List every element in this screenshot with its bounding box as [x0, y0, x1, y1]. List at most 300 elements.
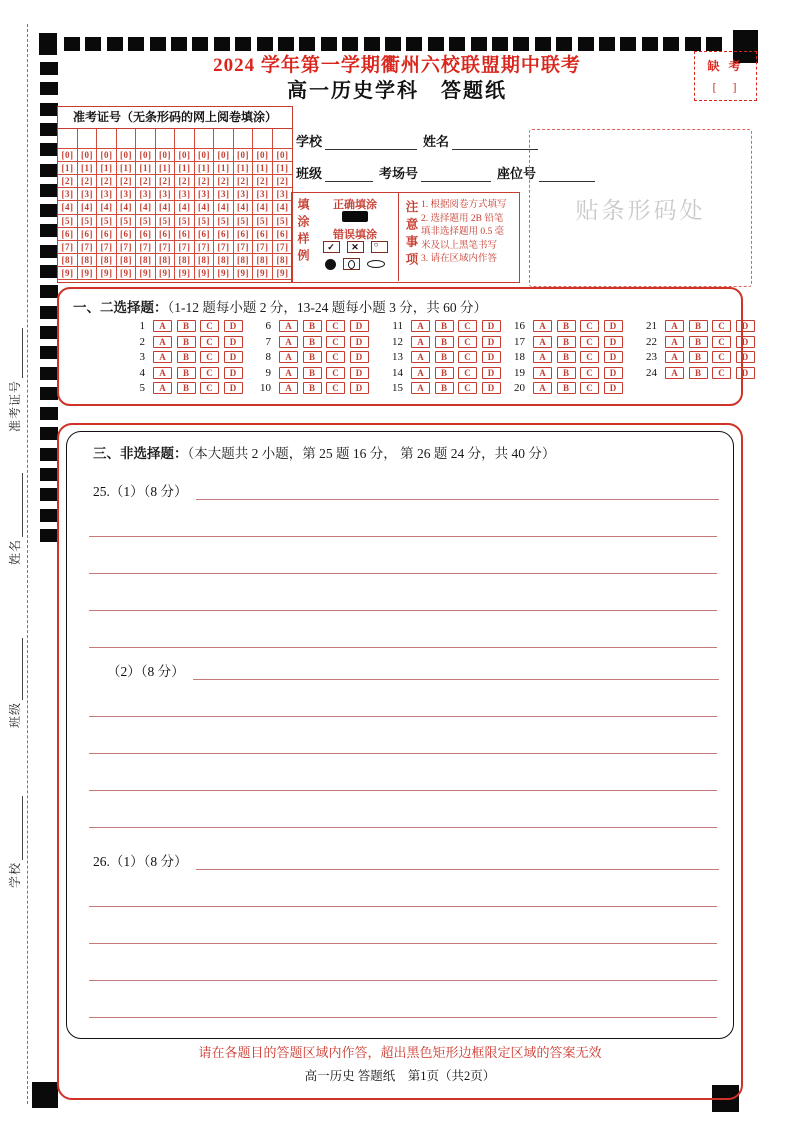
- timing-mark: [40, 123, 58, 136]
- essay-section-subtitle: （本大题共 2 小题，第 25 题 16 分， 第 26 题 24 分，共 40 分）: [187, 446, 556, 461]
- ticket-digit-bubble[interactable]: [ 4 ]: [156, 201, 176, 214]
- ticket-digit-bubble[interactable]: [ 2 ]: [195, 175, 215, 188]
- answer-write-line[interactable]: [89, 1017, 717, 1018]
- answer-write-line[interactable]: [89, 536, 717, 537]
- ticket-digit-bubble[interactable]: [ 3 ]: [253, 188, 273, 201]
- answer-bubble-a[interactable]: A: [153, 367, 172, 379]
- answer-bubble-d[interactable]: D: [350, 320, 369, 332]
- answer-bubble-c[interactable]: C: [712, 367, 731, 379]
- answer-bubble-c[interactable]: C: [326, 351, 345, 363]
- answer-bubble-d[interactable]: D: [224, 320, 243, 332]
- ticket-digit-bubble[interactable]: [ 9 ]: [97, 267, 117, 280]
- timing-mark: [599, 37, 615, 51]
- notice-line: 3. 请在区域内作答: [421, 254, 498, 264]
- ticket-digit-bubble[interactable]: [ 2 ]: [273, 175, 293, 188]
- ticket-digit-bubble[interactable]: [ 6 ]: [234, 228, 254, 241]
- answer-bubble-b[interactable]: B: [303, 367, 322, 379]
- barcode-paste-area[interactable]: [529, 129, 752, 287]
- answer-bubble-d[interactable]: D: [224, 336, 243, 348]
- answer-bubble-c[interactable]: C: [200, 320, 219, 332]
- answer-bubble-a[interactable]: A: [153, 320, 172, 332]
- student-info-write-line[interactable]: [325, 136, 417, 150]
- answer-bubble-b[interactable]: B: [557, 336, 576, 348]
- ticket-digit-bubble[interactable]: [ 9 ]: [234, 267, 254, 280]
- ticket-digit-bubble[interactable]: [ 5 ]: [58, 215, 78, 228]
- ticket-digit-bubble[interactable]: [ 0 ]: [214, 149, 234, 162]
- essay-question-label: 26.（1）（8 分）: [93, 854, 188, 869]
- ticket-digit-bubble[interactable]: [ 2 ]: [58, 175, 78, 188]
- timing-mark: [40, 224, 58, 237]
- answer-bubble-d[interactable]: D: [482, 351, 501, 363]
- ticket-digit-bubble[interactable]: [ 3 ]: [273, 188, 293, 201]
- timing-mark: [40, 285, 58, 298]
- ticket-digit-bubble[interactable]: [ 6 ]: [97, 228, 117, 241]
- choice-question-row: [503, 336, 627, 348]
- ticket-digit-bubble[interactable]: [ 6 ]: [273, 228, 293, 241]
- answer-bubble-c[interactable]: C: [200, 336, 219, 348]
- ticket-digit-bubble[interactable]: [ 9 ]: [175, 267, 195, 280]
- ticket-digit-bubble[interactable]: [ 9 ]: [253, 267, 273, 280]
- answer-bubble-d[interactable]: D: [224, 351, 243, 363]
- ticket-digit-bubble[interactable]: [ 8 ]: [78, 254, 98, 267]
- ticket-digit-bubble[interactable]: [ 7 ]: [78, 241, 98, 254]
- ticket-digit-bubble[interactable]: [ 9 ]: [195, 267, 215, 280]
- answer-bubble-b[interactable]: B: [303, 382, 322, 394]
- timing-mark: [40, 367, 58, 380]
- absent-mark-bracket[interactable]: [ ]: [712, 80, 739, 94]
- ticket-digit-bubble[interactable]: [ 5 ]: [195, 215, 215, 228]
- timing-mark: [192, 37, 208, 51]
- answer-bubble-b[interactable]: B: [177, 336, 196, 348]
- ticket-digit-bubble[interactable]: [ 5 ]: [273, 215, 293, 228]
- ticket-digit-bubble[interactable]: [ 5 ]: [156, 215, 176, 228]
- answer-bubble-b[interactable]: B: [557, 382, 576, 394]
- answer-bubble-a[interactable]: A: [533, 320, 552, 332]
- ticket-digit-bubble[interactable]: [ 4 ]: [78, 201, 98, 214]
- answer-bubble-d[interactable]: D: [350, 351, 369, 363]
- answer-bubble-d[interactable]: D: [736, 367, 755, 379]
- answer-bubble-d[interactable]: D: [224, 382, 243, 394]
- ticket-digit-bubble[interactable]: [ 7 ]: [234, 241, 254, 254]
- ticket-digit-write-cell[interactable]: [58, 129, 78, 149]
- answer-bubble-b[interactable]: B: [177, 351, 196, 363]
- ticket-digit-bubble[interactable]: [ 3 ]: [156, 188, 176, 201]
- ticket-digit-write-cell[interactable]: [97, 129, 117, 149]
- answer-bubble-a[interactable]: A: [279, 382, 298, 394]
- ticket-digit-bubble[interactable]: [ 2 ]: [214, 175, 234, 188]
- answer-bubble-a[interactable]: A: [533, 336, 552, 348]
- answer-bubble-d[interactable]: D: [604, 336, 623, 348]
- ticket-digit-bubble[interactable]: [ 4 ]: [58, 201, 78, 214]
- ticket-digit-bubble[interactable]: [ 0 ]: [195, 149, 215, 162]
- ticket-digit-bubble[interactable]: [ 8 ]: [97, 254, 117, 267]
- ticket-digit-bubble[interactable]: [ 1 ]: [136, 162, 156, 175]
- ticket-digit-bubble[interactable]: [ 1 ]: [156, 162, 176, 175]
- choice-question-row: [249, 336, 373, 348]
- timing-mark: [150, 37, 166, 51]
- answer-bubble-b[interactable]: B: [689, 320, 708, 332]
- choice-column-1: [123, 320, 247, 398]
- answer-bubble-b[interactable]: B: [435, 336, 454, 348]
- ticket-digit-bubble[interactable]: [ 7 ]: [58, 241, 78, 254]
- ticket-digit-bubble[interactable]: [ 6 ]: [175, 228, 195, 241]
- answer-bubble-a[interactable]: A: [533, 367, 552, 379]
- ticket-digit-bubble[interactable]: [ 5 ]: [234, 215, 254, 228]
- ticket-digit-bubble[interactable]: [ 7 ]: [253, 241, 273, 254]
- ticket-digit-bubble[interactable]: [ 3 ]: [195, 188, 215, 201]
- ticket-digit-bubble[interactable]: [ 8 ]: [58, 254, 78, 267]
- answer-bubble-c[interactable]: C: [458, 351, 477, 363]
- ticket-digit-write-cell[interactable]: [253, 129, 273, 149]
- question-number: 11: [392, 320, 403, 332]
- ticket-digit-bubble[interactable]: [ 0 ]: [78, 149, 98, 162]
- ticket-digit-bubble[interactable]: [ 1 ]: [78, 162, 98, 175]
- ticket-digit-bubble[interactable]: [ 6 ]: [156, 228, 176, 241]
- answer-write-line[interactable]: [89, 790, 717, 791]
- ticket-digit-bubble[interactable]: [ 0 ]: [58, 149, 78, 162]
- ticket-digit-bubble[interactable]: [ 0 ]: [273, 149, 293, 162]
- ticket-digit-bubble[interactable]: [ 4 ]: [195, 201, 215, 214]
- answer-write-line[interactable]: [193, 664, 719, 680]
- ticket-digit-bubble[interactable]: [ 7 ]: [175, 241, 195, 254]
- answer-bubble-c[interactable]: C: [580, 320, 599, 332]
- answer-bubble-a[interactable]: A: [411, 336, 430, 348]
- student-info-write-line[interactable]: [325, 168, 373, 182]
- ticket-digit-bubble[interactable]: [ 4 ]: [175, 201, 195, 214]
- choice-column-3: [381, 320, 505, 398]
- answer-bubble-d[interactable]: D: [482, 367, 501, 379]
- ticket-digit-bubble[interactable]: [ 6 ]: [253, 228, 273, 241]
- answer-write-line[interactable]: [89, 980, 717, 981]
- ticket-digit-bubble[interactable]: [ 5 ]: [175, 215, 195, 228]
- answer-bubble-c[interactable]: C: [458, 320, 477, 332]
- timing-mark: [364, 37, 380, 51]
- answer-bubble-c[interactable]: C: [712, 351, 731, 363]
- ticket-digit-bubble[interactable]: [ 4 ]: [253, 201, 273, 214]
- answer-bubble-d[interactable]: D: [482, 320, 501, 332]
- ticket-digit-bubble[interactable]: [ 8 ]: [214, 254, 234, 267]
- answer-bubble-b[interactable]: B: [303, 351, 322, 363]
- ticket-digit-bubble[interactable]: [ 2 ]: [234, 175, 254, 188]
- answer-bubble-a[interactable]: A: [153, 382, 172, 394]
- ticket-digit-bubble[interactable]: [ 9 ]: [214, 267, 234, 280]
- timing-mark: [40, 184, 58, 197]
- answer-bubble-a[interactable]: A: [533, 382, 552, 394]
- answer-bubble-c[interactable]: C: [200, 382, 219, 394]
- timing-mark: [40, 326, 58, 339]
- ticket-digit-bubble[interactable]: [ 0 ]: [136, 149, 156, 162]
- ticket-digit-bubble[interactable]: [ 8 ]: [117, 254, 137, 267]
- answer-bubble-b[interactable]: B: [689, 336, 708, 348]
- student-info-write-line[interactable]: [452, 136, 538, 150]
- side-label-text: 学校: [8, 861, 22, 888]
- answer-bubble-d[interactable]: D: [604, 351, 623, 363]
- ticket-digit-bubble[interactable]: [ 3 ]: [78, 188, 98, 201]
- ticket-digit-bubble[interactable]: [ 6 ]: [78, 228, 98, 241]
- ticket-digit-bubble[interactable]: [ 0 ]: [175, 149, 195, 162]
- answer-write-line[interactable]: [89, 906, 717, 907]
- answer-bubble-b[interactable]: B: [177, 382, 196, 394]
- ticket-digit-bubble[interactable]: [ 3 ]: [97, 188, 117, 201]
- ticket-digit-write-cell[interactable]: [78, 129, 98, 149]
- timing-mark: [471, 37, 487, 51]
- choice-question-row: [503, 351, 627, 363]
- ticket-digit-bubble[interactable]: [ 6 ]: [136, 228, 156, 241]
- answer-bubble-a[interactable]: A: [665, 320, 684, 332]
- answer-bubble-d[interactable]: D: [482, 336, 501, 348]
- choice-section-title: 一、二选择题：: [73, 300, 168, 315]
- ticket-digit-bubble[interactable]: [ 0 ]: [253, 149, 273, 162]
- wrong-fill-symbol-cross: [347, 241, 364, 253]
- answer-bubble-b[interactable]: B: [303, 336, 322, 348]
- answer-bubble-a[interactable]: A: [665, 351, 684, 363]
- ticket-digit-bubble[interactable]: [ 9 ]: [156, 267, 176, 280]
- answer-bubble-d[interactable]: D: [350, 336, 369, 348]
- ticket-digit-bubble[interactable]: [ 3 ]: [117, 188, 137, 201]
- ticket-digit-bubble[interactable]: [ 7 ]: [214, 241, 234, 254]
- ticket-digit-bubble[interactable]: [ 4 ]: [136, 201, 156, 214]
- ticket-digit-bubble[interactable]: [ 9 ]: [117, 267, 137, 280]
- answer-bubble-a[interactable]: A: [153, 351, 172, 363]
- ticket-digit-bubble[interactable]: [ 2 ]: [78, 175, 98, 188]
- ticket-digit-bubble[interactable]: [ 7 ]: [273, 241, 293, 254]
- ticket-digit-bubble[interactable]: [ 1 ]: [175, 162, 195, 175]
- answer-bubble-c[interactable]: C: [712, 320, 731, 332]
- ticket-digit-bubble[interactable]: [ 1 ]: [214, 162, 234, 175]
- ticket-digit-bubble[interactable]: [ 2 ]: [156, 175, 176, 188]
- answer-bubble-b[interactable]: B: [435, 382, 454, 394]
- answer-write-line[interactable]: [89, 716, 717, 717]
- ticket-digit-bubble[interactable]: [ 1 ]: [58, 162, 78, 175]
- ticket-digit-bubble[interactable]: [ 5 ]: [253, 215, 273, 228]
- answer-bubble-a[interactable]: A: [279, 320, 298, 332]
- ticket-digit-bubble[interactable]: [ 7 ]: [97, 241, 117, 254]
- answer-bubble-a[interactable]: A: [411, 382, 430, 394]
- correct-fill-label: 正确填涂: [333, 199, 377, 211]
- ticket-digit-bubble[interactable]: [ 2 ]: [253, 175, 273, 188]
- question-number: 2: [139, 335, 145, 348]
- answer-bubble-d[interactable]: D: [604, 367, 623, 379]
- ticket-digit-bubble[interactable]: [ 1 ]: [253, 162, 273, 175]
- answer-write-line[interactable]: [196, 484, 720, 500]
- timing-mark: [685, 37, 701, 51]
- ticket-digit-bubble[interactable]: [ 8 ]: [156, 254, 176, 267]
- ticket-digit-bubble[interactable]: [ 7 ]: [136, 241, 156, 254]
- question-number: 9: [265, 366, 271, 379]
- answer-bubble-b[interactable]: B: [303, 320, 322, 332]
- ticket-digit-write-cell[interactable]: [136, 129, 156, 149]
- ticket-digit-bubble[interactable]: [ 0 ]: [156, 149, 176, 162]
- answer-bubble-c[interactable]: C: [458, 336, 477, 348]
- answer-bubble-c[interactable]: C: [458, 367, 477, 379]
- answer-bubble-c[interactable]: C: [580, 367, 599, 379]
- choice-question-row: [635, 336, 759, 348]
- notice-line: 米及以上黑笔书写: [421, 240, 498, 251]
- ticket-digit-write-cell[interactable]: [156, 129, 176, 149]
- answer-write-line[interactable]: [89, 827, 717, 828]
- wrong-fill-symbol-check: [323, 241, 340, 253]
- answer-bubble-d[interactable]: D: [604, 382, 623, 394]
- ticket-digit-write-cell[interactable]: [117, 129, 137, 149]
- answer-bubble-c[interactable]: C: [580, 382, 599, 394]
- circle-icon: ○: [373, 240, 379, 249]
- answer-bubble-b[interactable]: B: [435, 351, 454, 363]
- choice-question-row: [381, 336, 505, 348]
- ticket-digit-bubble[interactable]: [ 5 ]: [78, 215, 98, 228]
- ticket-digit-bubble[interactable]: [ 0 ]: [117, 149, 137, 162]
- ticket-digit-bubble[interactable]: [ 3 ]: [175, 188, 195, 201]
- ticket-digit-bubble[interactable]: [ 5 ]: [117, 215, 137, 228]
- answer-bubble-c[interactable]: C: [580, 336, 599, 348]
- ticket-digit-bubble[interactable]: [ 4 ]: [273, 201, 293, 214]
- ticket-digit-bubble[interactable]: [ 8 ]: [175, 254, 195, 267]
- ticket-digit-bubble[interactable]: [ 3 ]: [234, 188, 254, 201]
- footer-page-info: 高一历史 答题纸 第1页（共2页）: [304, 1069, 496, 1083]
- ticket-digit-bubble[interactable]: [ 2 ]: [97, 175, 117, 188]
- answer-bubble-b[interactable]: B: [557, 351, 576, 363]
- ticket-digit-bubble[interactable]: [ 9 ]: [136, 267, 156, 280]
- answer-bubble-a[interactable]: A: [153, 336, 172, 348]
- ticket-digit-bubble[interactable]: [ 9 ]: [78, 267, 98, 280]
- ticket-digit-bubble[interactable]: [ 9 ]: [58, 267, 78, 280]
- ticket-digit-bubble[interactable]: [ 1 ]: [273, 162, 293, 175]
- notice-lines: [421, 199, 518, 267]
- ticket-digit-bubble[interactable]: [ 4 ]: [234, 201, 254, 214]
- question-number: 5: [139, 382, 145, 395]
- answer-bubble-a[interactable]: A: [533, 351, 552, 363]
- answer-write-line[interactable]: [89, 647, 717, 648]
- ticket-digit-write-cell[interactable]: [175, 129, 195, 149]
- answer-bubble-c[interactable]: C: [200, 367, 219, 379]
- timing-mark: [40, 306, 58, 319]
- ticket-digit-bubble[interactable]: [ 0 ]: [97, 149, 117, 162]
- check-icon: ✓: [327, 241, 335, 252]
- answer-bubble-d[interactable]: D: [482, 382, 501, 394]
- answer-bubble-c[interactable]: C: [326, 336, 345, 348]
- ticket-digit-bubble[interactable]: [ 1 ]: [117, 162, 137, 175]
- ticket-digit-write-cell[interactable]: [214, 129, 234, 149]
- ticket-digit-bubble[interactable]: [ 8 ]: [136, 254, 156, 267]
- ticket-digit-bubble[interactable]: [ 8 ]: [195, 254, 215, 267]
- ticket-digit-bubble[interactable]: [ 4 ]: [214, 201, 234, 214]
- side-label-write-line[interactable]: [10, 328, 23, 378]
- answer-bubble-a[interactable]: A: [665, 367, 684, 379]
- answer-bubble-c[interactable]: C: [580, 351, 599, 363]
- timing-mark: [663, 37, 679, 51]
- ticket-digit-bubble[interactable]: [ 9 ]: [273, 267, 293, 280]
- student-info-label: 班级: [296, 166, 323, 181]
- ticket-digit-write-cell[interactable]: [273, 129, 293, 149]
- answer-bubble-c[interactable]: C: [458, 382, 477, 394]
- wrong-fill-symbol-circle: [371, 241, 388, 253]
- ticket-digit-bubble[interactable]: [ 0 ]: [234, 149, 254, 162]
- answer-bubble-b[interactable]: B: [435, 320, 454, 332]
- ticket-digit-bubble[interactable]: [ 6 ]: [58, 228, 78, 241]
- answer-bubble-d[interactable]: D: [736, 351, 755, 363]
- ticket-digit-bubble[interactable]: [ 1 ]: [195, 162, 215, 175]
- timing-mark: [128, 37, 144, 51]
- ticket-digit-bubble[interactable]: [ 3 ]: [58, 188, 78, 201]
- ticket-digit-bubble[interactable]: [ 4 ]: [97, 201, 117, 214]
- ticket-digit-bubble[interactable]: [ 5 ]: [136, 215, 156, 228]
- answer-bubble-a[interactable]: A: [279, 351, 298, 363]
- essay-question-label-row: [79, 852, 719, 870]
- answer-bubble-d[interactable]: D: [350, 367, 369, 379]
- answer-bubble-d[interactable]: D: [736, 336, 755, 348]
- answer-write-line[interactable]: [89, 610, 717, 611]
- answer-bubble-b[interactable]: B: [435, 367, 454, 379]
- ticket-digit-bubble[interactable]: [ 6 ]: [117, 228, 137, 241]
- answer-bubble-b[interactable]: B: [689, 367, 708, 379]
- ticket-digit-write-cell[interactable]: [195, 129, 215, 149]
- answer-bubble-b[interactable]: B: [177, 320, 196, 332]
- answer-write-line[interactable]: [89, 943, 717, 944]
- ticket-digit-bubble[interactable]: [ 7 ]: [195, 241, 215, 254]
- ticket-digit-bubble[interactable]: [ 5 ]: [214, 215, 234, 228]
- answer-bubble-b[interactable]: B: [557, 320, 576, 332]
- answer-bubble-c[interactable]: C: [712, 336, 731, 348]
- answer-bubble-d[interactable]: D: [224, 367, 243, 379]
- answer-bubble-d[interactable]: D: [736, 320, 755, 332]
- timing-mark: [492, 37, 508, 51]
- ticket-digit-bubble[interactable]: [ 5 ]: [97, 215, 117, 228]
- ticket-digit-bubble[interactable]: [ 3 ]: [214, 188, 234, 201]
- answer-bubble-b[interactable]: B: [689, 351, 708, 363]
- answer-bubble-b[interactable]: B: [177, 367, 196, 379]
- answer-bubble-a[interactable]: A: [411, 351, 430, 363]
- ticket-digit-bubble[interactable]: [ 7 ]: [156, 241, 176, 254]
- side-label-write-line[interactable]: [10, 473, 23, 537]
- answer-write-line[interactable]: [89, 753, 717, 754]
- timing-mark: [385, 37, 401, 51]
- ticket-digit-bubble[interactable]: [ 7 ]: [117, 241, 137, 254]
- answer-bubble-d[interactable]: D: [604, 320, 623, 332]
- choice-question-row: [381, 382, 505, 394]
- side-label-write-line[interactable]: [10, 796, 23, 860]
- answer-bubble-c[interactable]: C: [200, 351, 219, 363]
- ticket-digit-bubble[interactable]: [ 2 ]: [136, 175, 156, 188]
- timing-mark: [40, 103, 58, 116]
- ticket-digit-bubble[interactable]: [ 6 ]: [214, 228, 234, 241]
- answer-bubble-c[interactable]: C: [326, 382, 345, 394]
- ticket-digit-bubble[interactable]: [ 8 ]: [273, 254, 293, 267]
- answer-bubble-c[interactable]: C: [326, 367, 345, 379]
- answer-bubble-a[interactable]: A: [411, 367, 430, 379]
- answer-bubble-a[interactable]: A: [279, 367, 298, 379]
- answer-bubble-b[interactable]: B: [557, 367, 576, 379]
- absent-box[interactable]: [694, 51, 757, 101]
- answer-bubble-a[interactable]: A: [411, 320, 430, 332]
- ticket-digit-bubble[interactable]: [ 1 ]: [97, 162, 117, 175]
- answer-write-line[interactable]: [196, 854, 720, 870]
- ticket-digit-bubble[interactable]: [ 2 ]: [175, 175, 195, 188]
- answer-bubble-c[interactable]: C: [326, 320, 345, 332]
- ticket-digit-bubble[interactable]: [ 2 ]: [117, 175, 137, 188]
- answer-write-line[interactable]: [89, 573, 717, 574]
- ticket-digit-bubble[interactable]: [ 4 ]: [117, 201, 137, 214]
- ticket-digit-bubble[interactable]: [ 8 ]: [253, 254, 273, 267]
- ticket-digit-bubble[interactable]: [ 6 ]: [195, 228, 215, 241]
- student-info-write-line[interactable]: [421, 168, 491, 182]
- ticket-digit-bubble[interactable]: [ 8 ]: [234, 254, 254, 267]
- answer-bubble-a[interactable]: A: [279, 336, 298, 348]
- ticket-digit-bubble[interactable]: [ 1 ]: [234, 162, 254, 175]
- ticket-digit-write-cell[interactable]: [234, 129, 254, 149]
- ticket-digit-bubble[interactable]: [ 3 ]: [136, 188, 156, 201]
- answer-bubble-d[interactable]: D: [350, 382, 369, 394]
- side-label-write-line[interactable]: [10, 638, 23, 700]
- answer-bubble-a[interactable]: A: [665, 336, 684, 348]
